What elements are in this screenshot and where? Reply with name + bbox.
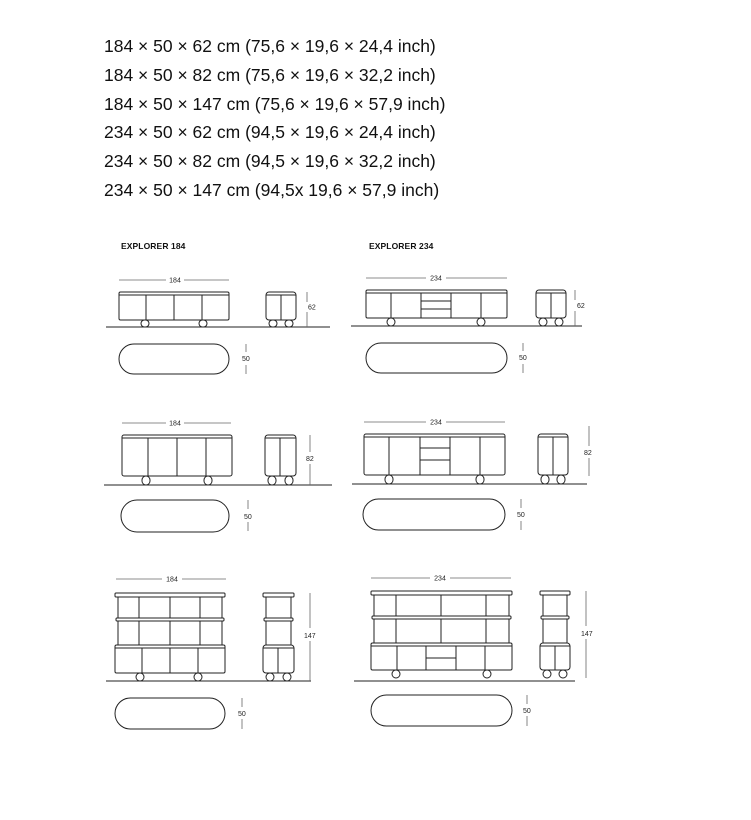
cabinet-top: [121, 500, 229, 532]
cabinet-foot: [543, 670, 551, 678]
drawing-234-147: [354, 576, 593, 727]
side-view: [266, 292, 316, 327]
cabinet-foot: [477, 318, 485, 326]
drawing-184-62: [106, 278, 330, 375]
drawing-234-62: [351, 276, 585, 374]
depth-label: 50: [519, 355, 527, 362]
cabinet-foot: [541, 475, 549, 484]
cabinet-foot: [559, 670, 567, 678]
cabinet-foot: [266, 673, 274, 681]
front-view: [104, 421, 332, 486]
cabinet-foot: [194, 673, 202, 681]
cabinet-top: [366, 343, 507, 373]
cabinet-foot: [142, 476, 150, 485]
dimension-line: 234 × 50 × 62 cm (94,5 × 19,6 × 24,4 inch): [104, 122, 436, 143]
width-label: 184: [166, 576, 178, 584]
cabinet-foot: [136, 673, 144, 681]
depth-label: 50: [523, 708, 531, 715]
dimension-line: 234 × 50 × 82 cm (94,5 × 19,6 × 32,2 inch): [104, 151, 436, 172]
shelf: [264, 618, 293, 621]
top-view: [366, 343, 527, 373]
width-label: 184: [169, 420, 181, 428]
top-view: [115, 698, 246, 729]
cabinet-foot: [555, 318, 563, 326]
cabinet-foot: [392, 670, 400, 678]
height-label: 147: [581, 631, 593, 638]
top-view: [121, 500, 252, 532]
cabinet-foot: [283, 673, 291, 681]
depth-label: 50: [238, 711, 246, 718]
side-view: [536, 290, 585, 326]
dimension-line: 184 × 50 × 62 cm (75,6 × 19,6 × 24,4 inch): [104, 36, 436, 56]
side-view: [540, 591, 593, 678]
cabinet-foot: [483, 670, 491, 678]
model-title-234: EXPLORER 234: [369, 241, 434, 251]
depth-label: 50: [517, 512, 525, 519]
drawing-184-147: [106, 577, 316, 730]
top-view: [119, 344, 250, 374]
shelf: [541, 616, 569, 619]
drawing-234-82: [352, 420, 592, 531]
top-view: [363, 499, 525, 530]
shelf: [263, 593, 294, 597]
shelf: [372, 616, 511, 619]
height-label: 82: [584, 450, 592, 457]
cabinet-top: [363, 499, 505, 530]
cabinet-foot: [557, 475, 565, 484]
cabinet-foot: [204, 476, 212, 485]
shelf: [371, 591, 512, 595]
side-view: [263, 593, 316, 681]
depth-label: 50: [244, 514, 252, 521]
height-label: 82: [306, 456, 314, 463]
shelf: [116, 618, 224, 621]
drawing-184-82: [104, 421, 332, 533]
dimension-line: 234 × 50 × 147 cm (94,5x 19,6 × 57,9 inch): [104, 179, 440, 200]
cabinet-top: [119, 344, 229, 374]
side-view: [538, 426, 592, 484]
width-label: 234: [430, 275, 442, 283]
shelf: [115, 593, 225, 597]
height-label: 62: [308, 304, 316, 312]
top-view: [371, 695, 531, 726]
cabinet-top: [371, 695, 512, 726]
cabinet-foot: [268, 476, 276, 485]
width-label: 234: [430, 419, 442, 427]
height-label: 147: [304, 633, 316, 640]
dimension-line: 184 × 50 × 147 cm (75,6 × 19,6 × 57,9 inch): [104, 93, 446, 114]
cabinet-foot: [285, 476, 293, 485]
shelf: [540, 591, 570, 595]
cabinet-foot: [385, 475, 393, 484]
height-label: 62: [577, 303, 585, 310]
cabinet-top: [115, 698, 225, 729]
cabinet-body: [364, 434, 505, 475]
side-view: [265, 435, 314, 485]
dimension-line: 184 × 50 × 82 cm (75,6 × 19,6 × 32,2 inch): [104, 64, 436, 85]
width-label: 184: [169, 277, 181, 285]
width-label: 234: [434, 575, 446, 583]
cabinet-foot: [387, 318, 395, 326]
cabinet-foot: [285, 320, 293, 327]
model-title-184: EXPLORER 184: [121, 241, 186, 251]
depth-label: 50: [242, 356, 250, 363]
cabinet-foot: [141, 320, 149, 327]
cabinet-body: [371, 643, 512, 670]
cabinet-foot: [539, 318, 547, 326]
cabinet-foot: [199, 320, 207, 327]
cabinet-foot: [476, 475, 484, 484]
cabinet-foot: [269, 320, 277, 327]
cabinet-body: [366, 290, 507, 318]
